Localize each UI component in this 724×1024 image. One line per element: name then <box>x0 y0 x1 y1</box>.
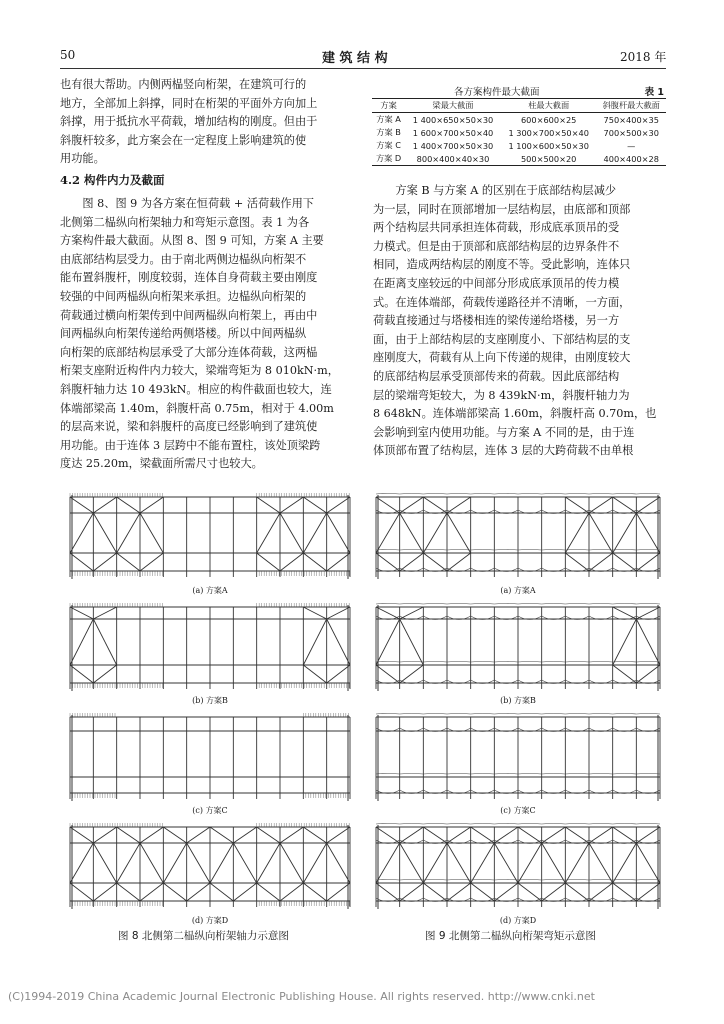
table-cell: 400×400×28 <box>603 153 659 164</box>
table-number: 表 1 <box>644 87 664 98</box>
figure-panel <box>64 487 356 597</box>
left-paragraph-2 <box>60 195 358 474</box>
subfigure-caption: (a) 方案A <box>192 586 228 595</box>
text-line: 用功能。由于连体 3 层跨中不能布置柱，该处顶梁跨 <box>60 438 321 452</box>
section-heading: 4.2 构件内力及截面 <box>60 173 165 187</box>
text-line: 的底部结构层承受顶部传来的荷载。因此底部结构 <box>373 369 620 383</box>
text-line: 方案构件最大截面。从图 8、图 9 可知，方案 A 主要 <box>60 234 324 248</box>
figure-panel <box>64 817 356 927</box>
table-cell: 700×500×30 <box>603 127 659 138</box>
table-column-header: 梁最大截面 <box>432 100 474 110</box>
table-title: 各方案构件最大截面 <box>454 87 540 98</box>
text-line: 为一层，同时在顶部增加一层结构层，由底部和顶部 <box>373 202 631 216</box>
truss-diagram <box>64 487 356 585</box>
table-header-row <box>372 99 666 113</box>
truss-diagram <box>64 817 356 915</box>
subfigure-caption: (b) 方案B <box>192 696 228 705</box>
text-line: 层的梁端弯矩较大，为 8 439kN·m，斜腹杆轴力为 <box>373 388 630 402</box>
right-paragraph <box>373 182 667 461</box>
table-cell: 750×400×35 <box>603 114 659 125</box>
table-column-header: 柱最大截面 <box>528 100 570 110</box>
subfigure-caption: (d) 方案D <box>499 916 537 925</box>
table-cell: 方案 C <box>376 140 401 150</box>
table-1 <box>372 84 666 166</box>
table-column-header: 斜腹杆最大截面 <box>602 100 660 110</box>
left-paragraph-1 <box>60 76 358 169</box>
text-line: 间两榀纵向桁架传递给两侧塔楼。所以中间两榀纵 <box>60 327 307 341</box>
table-cell: 500×500×20 <box>520 153 577 164</box>
table-cell: 1 300×700×50×40 <box>508 127 589 138</box>
text-line: 桁架支座附近构件内力较大，梁端弯矩为 8 010kN·m， <box>60 364 339 378</box>
text-line: 斜腹杆较多，此方案会在一定程度上影响建筑的使 <box>60 133 307 147</box>
text-line: 度达 25.20m，梁截面所需尺寸也较大。 <box>60 457 263 471</box>
truss-diagram <box>370 707 666 805</box>
table-cell: 1 600×700×50×40 <box>412 127 494 138</box>
text-line: 地方，全部加上斜撑，同时在桁架的平面外方向加上 <box>60 96 318 110</box>
figure-panel <box>370 707 666 817</box>
text-line: 用功能。 <box>60 152 105 166</box>
figure-panel <box>370 817 666 927</box>
subfigure-caption: (c) 方案C <box>500 806 536 815</box>
section-table <box>372 98 666 166</box>
table-cell: 1 400×650×50×30 <box>412 114 494 125</box>
truss-diagram <box>370 597 666 695</box>
table-row <box>372 113 666 127</box>
subfigure-caption: (b) 方案B <box>500 696 536 705</box>
table-cell: 方案 A <box>376 114 401 124</box>
table-cell: 方案 B <box>376 127 401 137</box>
figure-panel <box>370 487 666 597</box>
text-line: 两个结构层共同承担连体荷载，形成底承顶吊的受 <box>373 221 620 235</box>
text-line: 向桁架的底部结构层承受了大部分连体荷载，这两榀 <box>60 345 318 359</box>
figure-9 <box>370 487 666 927</box>
text-line: 斜腹杆轴力达 10 493kN。相应的构件截面也较大，连 <box>60 382 332 396</box>
text-line: 相同，造成两结构层的刚度不等。受此影响，连体只 <box>373 258 631 272</box>
text-line: 会影响到室内使用功能。与方案 A 不同的是，由于连 <box>373 425 635 439</box>
table-cell: — <box>627 140 636 151</box>
text-line: 斜撑，用于抵抗水平荷载，增加结构的刚度。但由于 <box>60 115 318 129</box>
figure-panel <box>64 707 356 817</box>
copyright-footer: (C)1994-2019 China Academic Journal Electronic Publishing House. All rights reserved. http://www.cnki.net <box>8 990 595 1003</box>
figure-panel <box>64 597 356 707</box>
text-line: 的层高来说，梁和斜腹杆的高度已经影响到了建筑使 <box>60 420 318 434</box>
table-row <box>372 126 666 139</box>
text-line: 力模式。但是由于顶部和底部结构层的边界条件不 <box>373 239 620 253</box>
year: 2018 年 <box>620 50 667 64</box>
truss-diagram <box>64 707 356 805</box>
text-line: 也有很大帮助。内侧两榀竖向桁架，在建筑可行的 <box>60 78 307 91</box>
figure-panel <box>370 597 666 707</box>
text-line: 式。在连体端部，荷载传递路径并不清晰，一方面， <box>373 295 631 309</box>
text-line: 图 8、图 9 为各方案在恒荷载 + 活荷载作用下 <box>82 197 314 210</box>
text-line: 体顶部布置了结构层，连体 3 层的大跨荷载不由单根 <box>373 444 634 458</box>
truss-diagram <box>370 817 666 915</box>
table-cell: 600×600×25 <box>520 114 577 125</box>
text-line: 荷载直接通过与塔楼相连的梁传递给塔楼，另一方 <box>373 314 620 328</box>
subfigure-caption: (c) 方案C <box>192 806 228 815</box>
text-line: 在距离支座较远的中间部分形成底承顶吊的传力模 <box>373 276 620 290</box>
figure-8-caption: 图 8 北侧第二榀纵向桁架轴力示意图 <box>118 930 289 942</box>
table-cell: 800×400×40×30 <box>416 153 490 164</box>
truss-diagram <box>370 487 666 585</box>
truss-diagram <box>64 597 356 695</box>
text-line: 8 648kN。连体端部梁高 1.60m，斜腹杆高 0.70m，也 <box>373 407 657 421</box>
table-row <box>372 152 666 166</box>
text-line: 荷载通过横向桁架传到中间两榀纵向桁架上，再由中 <box>60 308 318 322</box>
text-line: 体端部梁高 1.40m，斜腹杆高 0.75m，相对于 4.00m <box>60 401 334 415</box>
text-line: 座刚度大，荷载有从上向下传递的规律，由刚度较大 <box>373 351 631 365</box>
text-line: 较强的中间两榀纵向桁架来承担。边榀纵向桁架的 <box>60 289 307 303</box>
text-line: 由底部结构层受力。由于南北两侧边榀纵向桁架不 <box>60 252 307 266</box>
header-rule <box>60 68 666 69</box>
text-line: 方案 B 与方案 A 的区别在于底部结构层减少 <box>395 184 617 197</box>
table-column-header: 方案 <box>380 100 397 110</box>
text-line: 北侧第二榀纵向桁架轴力和弯矩示意图。表 1 为各 <box>60 215 310 229</box>
text-line: 能布置斜腹杆，刚度较弱，连体自身荷载主要由刚度 <box>60 271 318 285</box>
journal-title: 建 筑 结 构 <box>322 51 388 66</box>
page-number: 50 <box>60 48 76 62</box>
text-line: 面，由于上部结构层的支座刚度小、下部结构层的支 <box>373 332 631 346</box>
subfigure-caption: (d) 方案D <box>191 916 229 925</box>
table-row <box>372 139 666 152</box>
figure-8 <box>64 487 356 927</box>
table-cell: 1 100×600×50×30 <box>508 140 589 151</box>
table-cell: 方案 D <box>375 153 402 163</box>
table-cell: 1 400×700×50×30 <box>412 140 494 151</box>
figure-9-caption: 图 9 北侧第二榀纵向桁架弯矩示意图 <box>425 930 596 942</box>
subfigure-caption: (a) 方案A <box>500 586 536 595</box>
